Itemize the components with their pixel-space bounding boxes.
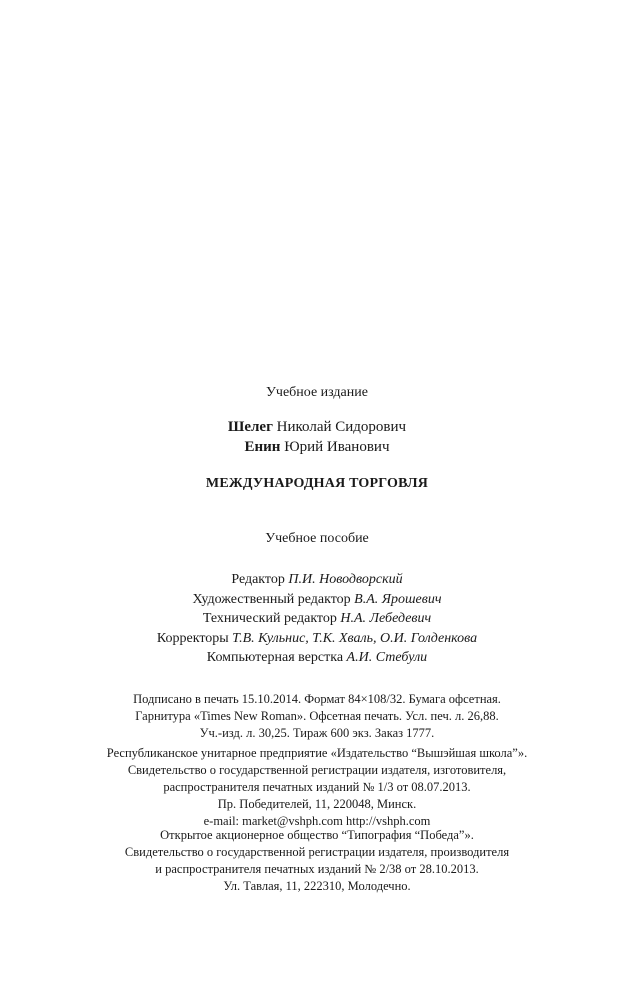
credit-layout [0, 648, 634, 668]
credit-role: Редактор [231, 572, 285, 587]
author-1-given: Николай Сидорович [276, 419, 407, 435]
publisher-info [0, 745, 634, 830]
author-2 [0, 437, 634, 457]
credit-art-editor [0, 590, 634, 610]
publisher-line: Свидетельство о государственной регистрации издателя, изготовителя, [127, 763, 507, 777]
book-title [0, 476, 634, 492]
credit-names: Н.А. Лебедевич [340, 611, 432, 626]
authors [0, 417, 634, 457]
author-1 [0, 417, 634, 437]
publisher-line: распространителя печатных изданий № 1/3 от 08.07.2013. [163, 780, 471, 794]
credit-role: Художественный редактор [192, 591, 351, 607]
print-info-line: Подписано в печать 15.10.2014. Формат 84×108/32. Бумага офсетная. [133, 692, 501, 706]
credit-role: Компьютерная верстка [206, 650, 344, 665]
publisher-line: Пр. Победителей, 11, 220048, Минск. [217, 797, 417, 811]
print-info [0, 691, 634, 742]
credit-names: В.А. Ярошевич [354, 591, 442, 607]
credit-proofreaders [0, 629, 634, 649]
author-2-surname: Енин [244, 439, 281, 455]
credit-role: Корректоры [156, 630, 229, 646]
edition-type [0, 385, 634, 401]
book-subtitle-text: Учебное пособие [265, 531, 369, 546]
credit-tech-editor [0, 609, 634, 629]
credit-names: А.И. Стебули [346, 650, 428, 665]
printer-line: Свидетельство о государственной регистрации издателя, производителя [124, 845, 510, 859]
print-info-line: Гарнитура «Times New Roman». Офсетная печать. Усл. печ. л. 26,88. [135, 709, 499, 723]
author-1-surname: Шелег [227, 419, 273, 435]
printer-line: Ул. Тавлая, 11, 222310, Молодечно. [223, 879, 411, 893]
credit-names: Т.В. Кульнис, Т.К. Хваль, О.И. Голденкова [232, 630, 478, 646]
credits [0, 570, 634, 668]
publisher-contact: e-mail: market@vshph.com http://vshph.com [203, 814, 431, 828]
printer-line: Открытое акционерное общество “Типография “Победа”». [160, 828, 474, 842]
author-2-given: Юрий Иванович [284, 439, 390, 455]
book-title-text: МЕЖДУНАРОДНАЯ ТОРГОВЛЯ [205, 476, 429, 491]
credit-role: Технический редактор [202, 611, 337, 626]
printer-info [0, 827, 634, 895]
edition-type-text: Учебное издание [266, 385, 368, 400]
credit-names: П.И. Новодворский [288, 572, 403, 587]
book-subtitle [0, 531, 634, 547]
print-info-line: Уч.-изд. л. 30,25. Тираж 600 экз. Заказ 1777. [199, 726, 435, 740]
printer-line: и распространителя печатных изданий № 2/38 от 28.10.2013. [155, 862, 479, 876]
publisher-line: Республиканское унитарное предприятие «Издательство “Вышэйшая школа”». [106, 746, 528, 760]
credit-editor [0, 570, 634, 590]
